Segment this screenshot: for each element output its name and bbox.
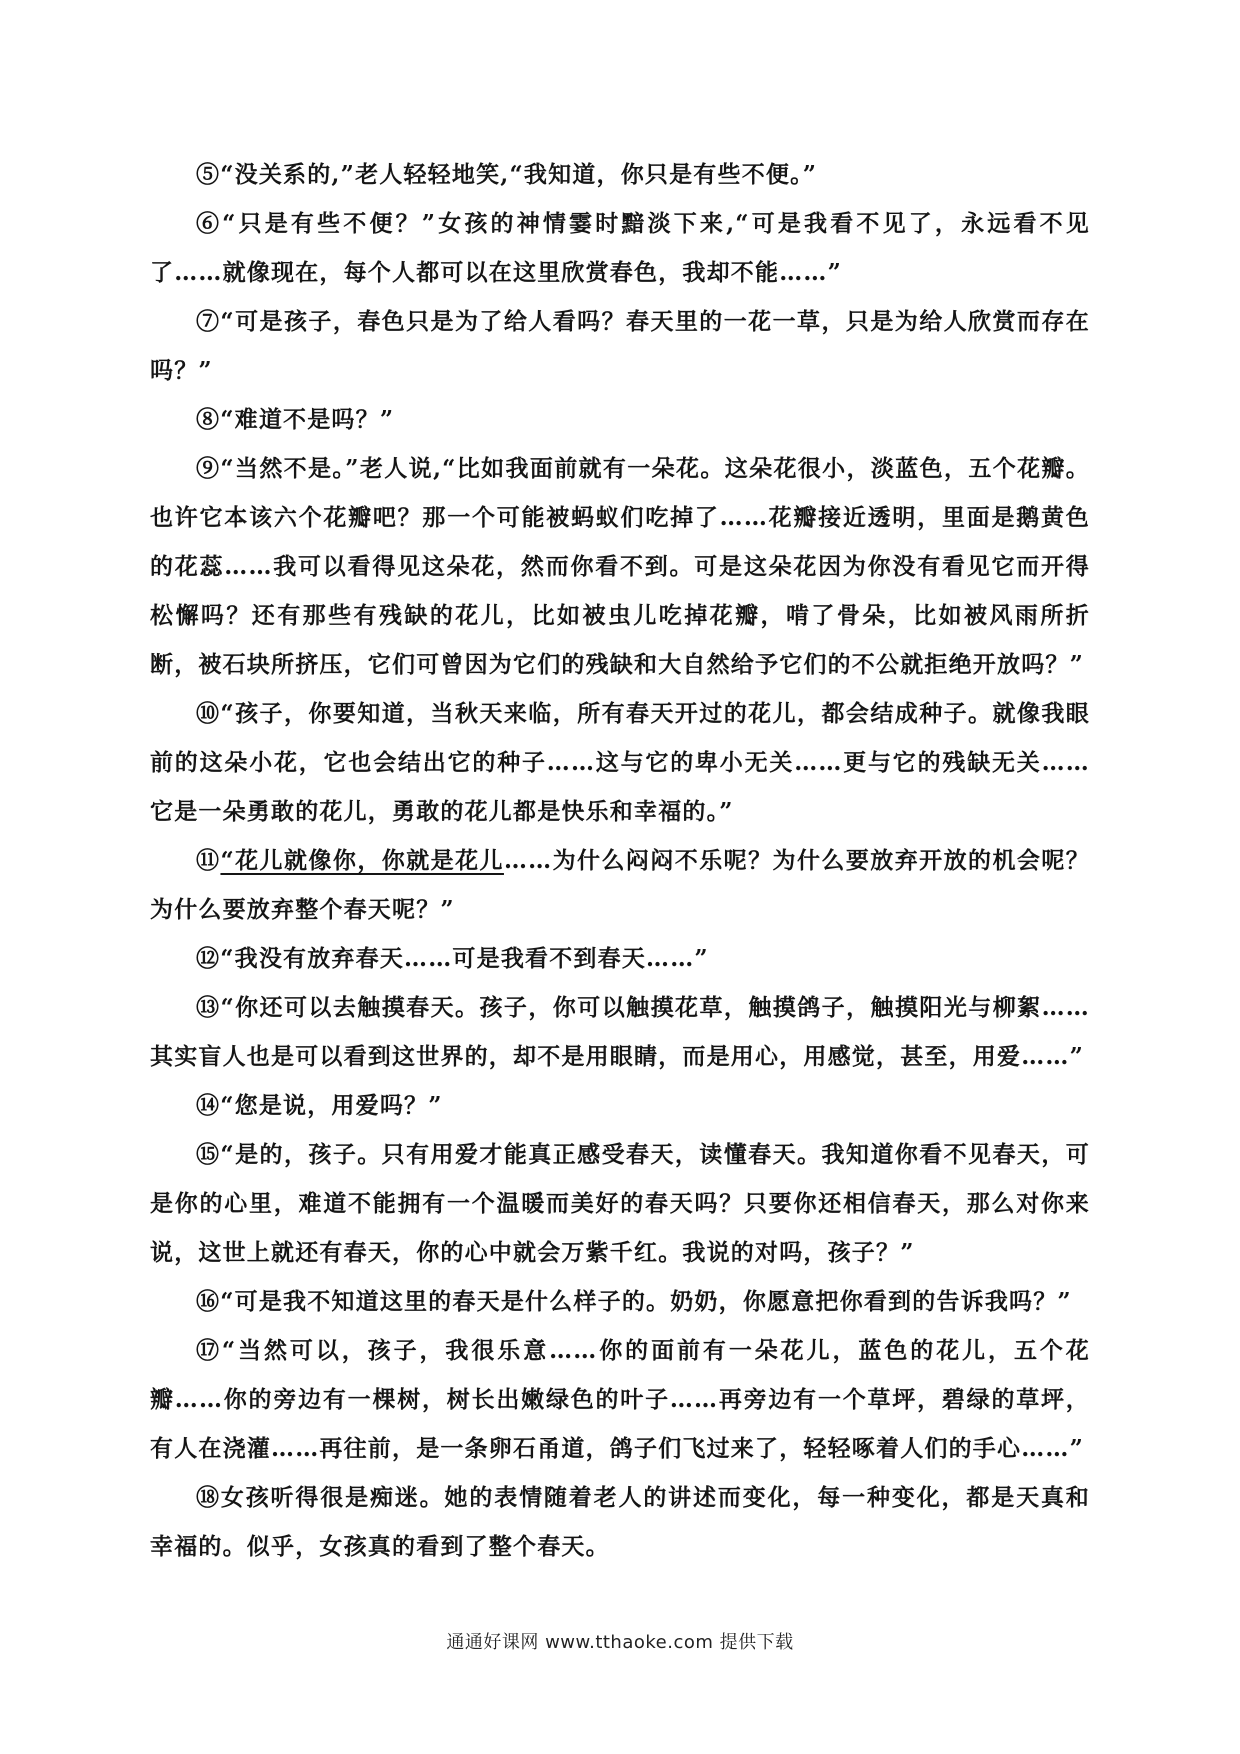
- paragraph-8: ⑧“难道不是吗？”: [196, 406, 395, 433]
- paragraph-10: ⑩“孩子，你要知道，当秋天来临，所有春天开过的花儿，都会结成种子。就像我眼前的这朵小花，它也会结出它的种子……这与它的卑小无关……更与它的残缺无关……它是一朵勇敢的花儿，勇敢的花儿都是快乐和幸福的。”: [150, 700, 1090, 825]
- paragraph-18: ⑱女孩听得很是痴迷。她的表情随着老人的讲述而变化，每一种变化，都是天真和幸福的。似乎，女孩真的看到了整个春天。: [150, 1484, 1090, 1560]
- paragraph-5: ⑤“没关系的,”老人轻轻地笑,“我知道，你只是有些不便。”: [196, 161, 818, 188]
- paragraph-14: ⑭“您是说，用爱吗？”: [196, 1092, 443, 1119]
- paragraph-6: ⑥“只是有些不便？”女孩的神情霎时黯淡下来,“可是我看不见了，永远看不见了……就像现在，每个人都可以在这里欣赏春色，我却不能……”: [150, 210, 1090, 286]
- underlined-sentence: “花儿就像你，你就是花儿: [220, 847, 504, 874]
- paragraph-7: ⑦“可是孩子，春色只是为了给人看吗？春天里的一花一草，只是为给人欣赏而存在吗？”: [150, 308, 1090, 384]
- paragraph-13: ⑬“你还可以去触摸春天。孩子，你可以触摸花草，触摸鸽子，触摸阳光与柳絮……其实盲人也是可以看到这世界的，却不是用眼睛，而是用心，用感觉，甚至，用爱……”: [150, 994, 1090, 1070]
- paragraph-12: ⑫“我没有放弃春天……可是我看不到春天……”: [196, 945, 709, 972]
- paragraph-11-number: ⑪: [196, 847, 221, 874]
- paragraph-17: ⑰“当然可以，孩子，我很乐意……你的面前有一朵花儿，蓝色的花儿，五个花瓣……你的旁边有一棵树，树长出嫩绿色的叶子……再旁边有一个草坪，碧绿的草坪，有人在浇灌……再往前，是一条卵石甬道，鸽子们飞过来了，轻轻啄着人们的手心……”: [150, 1337, 1090, 1462]
- paragraph-16: ⑯“可是我不知道这里的春天是什么样子的。奶奶，你愿意把你看到的告诉我吗？”: [196, 1288, 1072, 1315]
- paragraph-11-rest: ……为什么闷闷不乐呢？为什么要放弃开放的机会呢？为什么要放弃整个春天呢？”: [150, 847, 1090, 923]
- paragraph-11: [150, 836, 1090, 934]
- page-footer: 通通好课网 www.tthaoke.com 提供下载: [446, 1632, 794, 1653]
- paragraph-15: ⑮“是的，孩子。只有用爱才能真正感受春天，读懂春天。我知道你看不见春天，可是你的心里，难道不能拥有一个温暖而美好的春天吗？只要你还相信春天，那么对你来说，这世上就还有春天，你的心中就会万紫千红。我说的对吗，孩子？”: [150, 1141, 1090, 1266]
- paragraph-9: ⑨“当然不是。”老人说,“比如我面前就有一朵花。这朵花很小，淡蓝色，五个花瓣。也许它本该六个花瓣吧？那一个可能被蚂蚁们吃掉了……花瓣接近透明，里面是鹅黄色的花蕊……我可以看得见这朵花，然而你看不到。可是这朵花因为你没有看见它而开得松懈吗？还有那些有残缺的花儿，比如被虫儿吃掉花瓣，啃了骨朵，比如被风雨所折断，被石块所挤压，它们可曾因为它们的残缺和大自然给予它们的不公就拒绝开放吗？”: [150, 455, 1090, 678]
- article-body: [150, 150, 1090, 1571]
